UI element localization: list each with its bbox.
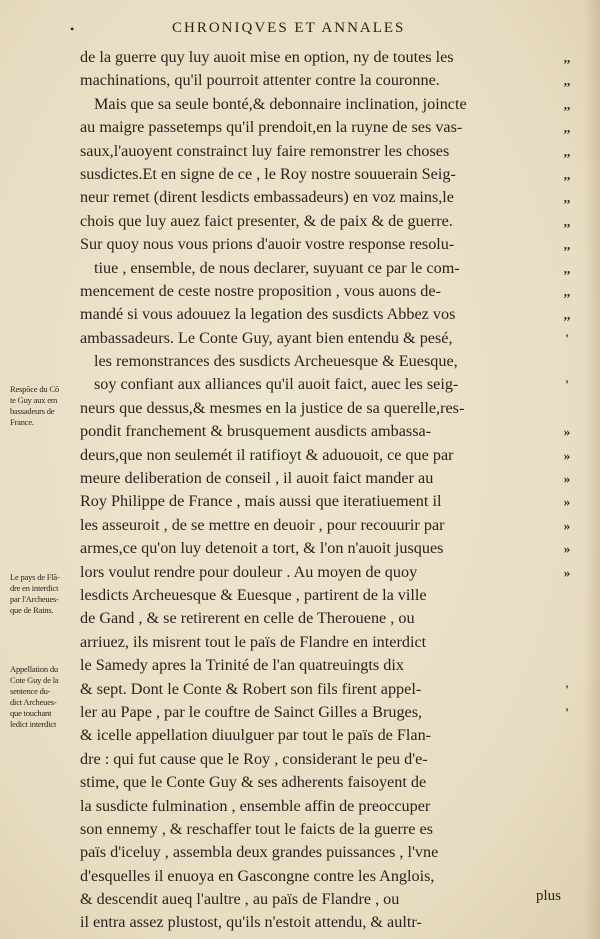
text-line: lesdicts Archeuesque & Euesque , partirent de la ville (80, 585, 427, 604)
text-line: lors voulut rendre pour douleur . Au moyen de quoy (80, 562, 418, 581)
text-line: ler au Pape , par le couftre de Sainct Gilles a Bruges, (80, 702, 423, 721)
quote-mark: ,, (563, 96, 571, 112)
quote-mark (555, 631, 579, 654)
page-edge-shadow (584, 0, 600, 939)
quote-mark (555, 748, 579, 771)
quote-mark: ,, (563, 166, 571, 182)
margin-note-line: ledict interdict (10, 719, 57, 729)
quote-mark: » (563, 517, 571, 533)
quote-mark (555, 771, 579, 794)
quote-mark (555, 865, 579, 888)
quote-mark: ' (565, 377, 569, 393)
margin-note-line: dre en interdict (10, 583, 59, 593)
text-line: armes,ce qu'on luy detenoit a tort, & l'on n'auoit jusques (80, 539, 444, 558)
quote-mark (555, 584, 579, 607)
text-line: la susdicte fulmination , ensemble affin de preoccuper (80, 796, 431, 815)
quote-mark (555, 607, 579, 630)
text-line: susdictes.Et en signe de ce , le Roy nostre souuerain Seig- (80, 164, 456, 183)
text-line: & icelle appellation diuulguer par tout le païs de Flan- (80, 726, 432, 745)
margin-note-line: Appellation du (10, 664, 58, 674)
quote-mark (555, 654, 579, 677)
margin-note-line: que de Rains. (10, 605, 54, 615)
text-line: païs d'iceluy , assembla deux grandes puissances , l'vne (80, 843, 439, 862)
text-line: il entra assez plustost, qu'ils n'estoit attendu, & aultr- (80, 913, 422, 932)
quote-mark: ,, (563, 260, 571, 276)
text-line: meure deliberation de conseil , il auoit faict mander au (80, 469, 434, 488)
quote-mark (555, 841, 579, 864)
quote-mark: » (563, 471, 571, 487)
margin-note-line: par l'Archeues- (10, 594, 59, 604)
quote-mark: ,, (563, 143, 571, 159)
margin-note-line: sentence du- (10, 686, 51, 696)
text-line: soy confiant aux alliances qu'il auoit faict, auec les seig- (94, 375, 459, 394)
quote-mark: ' (565, 704, 569, 720)
text-line: Mais que sa seule bonté,& debonnaire inclination, joincte (94, 94, 467, 113)
text-line: deurs,que non seulemét il ratifioyt & aduouoit, ce que par (80, 445, 454, 464)
margin-note-line: Cote Guy de la (10, 675, 59, 685)
quote-marks-column (555, 46, 579, 935)
text-line: d'esquelles il enuoya en Gascongne contre les Anglois, (80, 866, 435, 885)
text-line: neur remet (dirent lesdicts embassadeurs) en voz mains,le (80, 188, 454, 207)
quote-mark: ' (565, 330, 569, 346)
page-header (0, 20, 600, 44)
text-line: & sept. Dont le Conte & Robert son fils firent appel- (80, 679, 422, 698)
margin-note-line: bassadeurs de (10, 406, 55, 416)
text-line: stime, que le Conte Guy & ses adherents faisoyent de (80, 773, 427, 792)
margin-note-line: dict Archeues- (10, 697, 57, 707)
text-line: Roy Philippe de France , mais aussi que iteratiuement il (80, 492, 442, 511)
running-title: CHRONIQVES ET ANNALES (172, 20, 406, 36)
quote-mark: ,, (563, 237, 571, 253)
margin-note-line: que touchant (10, 708, 52, 718)
body-text (80, 46, 548, 935)
text-line: de Gand , & se retirerent en celle de Therouene , ou (80, 609, 415, 628)
text-line: les asseuroit , de se mettre en deuoir , pour recouurir par (80, 515, 445, 534)
quote-mark: ,, (563, 120, 571, 136)
quote-mark: ,, (563, 307, 571, 323)
margin-note-line: Le pays de Flã- (10, 572, 60, 582)
quote-mark: » (563, 564, 571, 580)
text-line: mandé si vous adouuez la legation des susdicts Abbez vos (80, 305, 456, 324)
quote-mark: ,, (563, 213, 571, 229)
text-line: au maigre passetemps qu'il prendoit,en la ruyne de ses vas- (80, 118, 463, 137)
quote-mark: » (563, 541, 571, 557)
text-line: les remonstrances des susdicts Archeuesque & Euesque, (94, 352, 458, 371)
quote-mark: » (563, 424, 571, 440)
quote-mark (555, 350, 579, 373)
margin-note-line: te Guy aux em (10, 395, 58, 405)
text-line: de la guerre quy luy auoit mise en option, ny de toutes les (80, 48, 454, 66)
quote-mark (555, 795, 579, 818)
quote-mark: ,, (563, 190, 571, 206)
text-line: Sur quoy nous vous prions d'auoir vostre response resolu- (80, 235, 455, 254)
quote-mark: ,, (563, 283, 571, 299)
margin-note-interdict (10, 572, 90, 616)
text-line: saux,l'auoyent constrainct luy faire remonstrer les choses (80, 141, 450, 160)
text-line: tiue , ensemble, de nous declarer, suyuant ce par le com- (94, 258, 460, 277)
catchword: plus (536, 888, 562, 904)
text-line: pondit franchement & brusquement ausdicts ambassa- (80, 422, 432, 441)
quote-mark: ,, (563, 73, 571, 89)
quote-mark (555, 724, 579, 747)
quote-mark (555, 911, 579, 934)
text-line: ambassadeurs. Le Conte Guy, ayant bien entendu & pesé, (80, 328, 453, 347)
margin-note-appeal (10, 664, 90, 730)
text-line: arriuez, ils misrent tout le païs de Flandre en interdict (80, 632, 427, 651)
margin-note-response (10, 384, 90, 428)
quote-mark: ,, (563, 50, 571, 65)
quote-mark: » (563, 447, 571, 463)
margin-note-line: Respõce du Cõ (10, 384, 59, 394)
quote-mark (555, 397, 579, 420)
text-line: chois que luy auez faict presenter, & de paix & de guerre. (80, 211, 453, 230)
text-line: mencement de ceste nostre proposition , vous auons de- (80, 281, 441, 300)
text-line: le Samedy apres la Trinité de l'an quatreuingts dix (80, 656, 404, 675)
quote-mark: » (563, 494, 571, 510)
text-line: & descendit aueq l'aultre , au païs de Flandre , ou (80, 890, 400, 909)
text-line: neurs que dessus,& mesmes en la justice de sa querelle,res- (80, 398, 465, 417)
text-line: son ennemy , & reschaffer tout le faicts de la guerre es (80, 819, 433, 838)
margin-note-line: France. (10, 417, 34, 427)
quote-mark (555, 818, 579, 841)
quote-mark: ' (565, 681, 569, 697)
text-line: machinations, qu'il pourroit attenter contre la couronne. (80, 71, 440, 90)
text-line: dre : qui fut cause que le Roy , considerant le peu d'e- (80, 749, 428, 768)
page-folio: • (70, 22, 75, 36)
